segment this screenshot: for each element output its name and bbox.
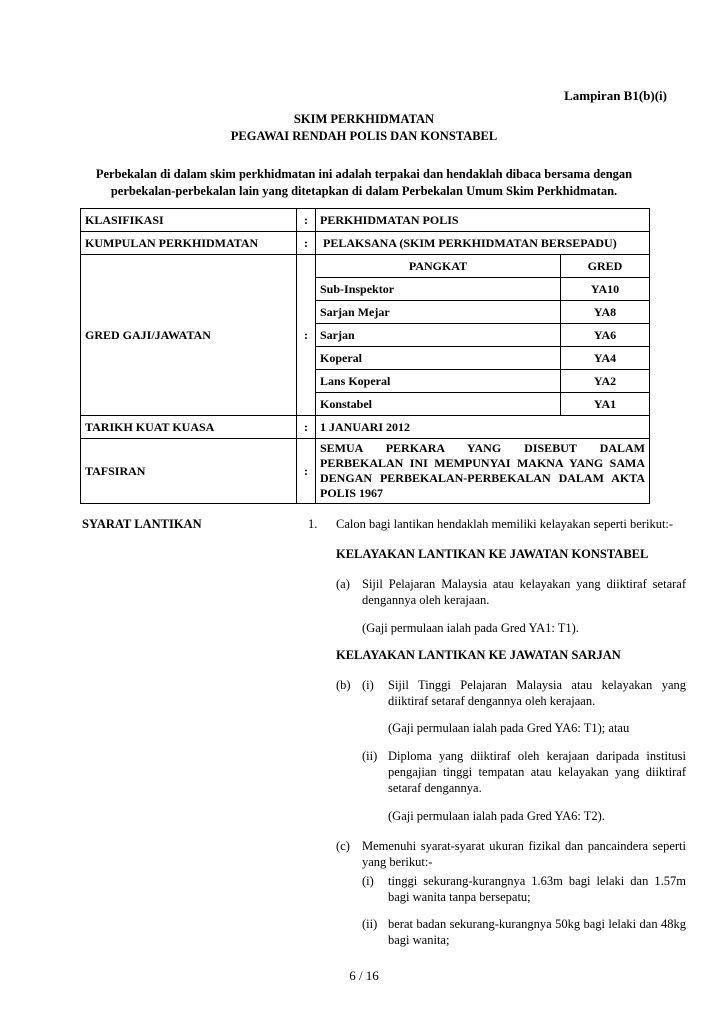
- intro-line1: Perbekalan di dalam skim perkhidmatan ini adalah terpakai dan hendaklah dibaca bersama dengan: [95, 167, 633, 181]
- doc-title-line2: PEGAWAI RENDAH POLIS DAN KONSTABEL: [230, 129, 498, 143]
- marker-b: (b): [336, 678, 351, 692]
- salary-note-b-i: (Gaji permulaan ialah pada Gred YA6: T1); atau: [388, 721, 630, 735]
- rank-name: Sarjan: [316, 324, 561, 347]
- heading-sarjan: KELAYAKAN LANTIKAN KE JAWATAN SARJAN: [336, 648, 621, 662]
- marker-b-ii: (ii): [362, 749, 378, 763]
- rank-row: [316, 370, 649, 393]
- qualification-b-i: Sijil Tinggi Pelajaran Malaysia atau kelayakan yang diiktiraf setaraf dengannya oleh kerajaan.: [388, 678, 686, 708]
- intro-line2: perbekalan-perbekalan lain yang ditetapkan di dalam Perbekalan Umum Skim Perkhidmatan.: [110, 184, 618, 198]
- rank-name: Sub-Inspektor: [316, 278, 561, 301]
- rank-table: [316, 255, 649, 415]
- row-tarikh: [81, 416, 650, 439]
- rank-header-row: [316, 255, 649, 278]
- marker-c: (c): [336, 839, 350, 853]
- requirement-c-ii: berat badan sekurang-kurangnya 50kg bagi lelaki dan 48kg bagi wanita;: [388, 917, 686, 947]
- pangkat-header: PANGKAT: [316, 255, 561, 278]
- rank-name: Sarjan Mejar: [316, 301, 561, 324]
- tafsiran-label: TAFSIRAN: [81, 439, 297, 504]
- klasifikasi-label: KLASIFIKASI: [81, 209, 297, 232]
- rank-name: Koperal: [316, 347, 561, 370]
- rank-row: [316, 278, 649, 301]
- tarikh-label: TARIKH KUAT KUASA: [81, 416, 297, 439]
- doc-title-line1: SKIM PERKHIDMATAN: [293, 112, 435, 126]
- qualification-a: Sijil Pelajaran Malaysia atau kelayakan yang diiktiraf setaraf dengannya oleh kerajaan.: [362, 577, 686, 607]
- colon: :: [297, 232, 316, 255]
- rank-name: Konstabel: [320, 396, 373, 411]
- rank-row: [316, 324, 649, 347]
- row-tafsiran: [81, 439, 650, 504]
- gred-header: GRED: [561, 255, 650, 278]
- kumpulan-label: KUMPULAN PERKHIDMATAN: [81, 232, 297, 255]
- marker-c-ii: (ii): [362, 917, 378, 931]
- syarat-intro: Calon bagi lantikan hendaklah memiliki kelayakan seperti berikut:-: [336, 517, 674, 531]
- row-klasifikasi: [81, 209, 650, 232]
- colon: :: [297, 416, 316, 439]
- rank-row: [316, 393, 649, 416]
- tafsiran-value: SEMUA PERKARA YANG DISEBUT DALAM PERBEKALAN INI MEMPUNYAI MAKNA YANG SAMA DENGAN PERBEKALAN-PERBEKALAN DALAM AKTA POLIS 1967: [316, 439, 650, 504]
- klasifikasi-value: PERKHIDMATAN POLIS: [316, 209, 650, 232]
- rank-grade: YA1: [561, 393, 650, 416]
- item-number: 1.: [308, 517, 318, 531]
- syarat-label: SYARAT LANTIKAN: [82, 517, 202, 531]
- rank-grade: YA2: [561, 370, 650, 393]
- row-gred: [81, 255, 650, 416]
- page-number: 6 / 16: [349, 968, 379, 983]
- salary-note-b-ii: (Gaji permulaan ialah pada Gred YA6: T2).: [388, 809, 605, 823]
- gred-label: GRED GAJI/JAWATAN: [81, 255, 297, 416]
- salary-note-a: (Gaji permulaan ialah pada Gred YA1: T1).: [362, 621, 579, 635]
- rank-name: Lans Koperal: [316, 370, 561, 393]
- colon: :: [297, 439, 316, 504]
- rank-row: [316, 347, 649, 370]
- appendix-label: Lampiran B1(b)(i): [564, 88, 667, 103]
- requirement-c-i: tinggi sekurang-kurangnya 1.63m bagi lelaki dan 1.57m bagi wanita tanpa bersepatu;: [388, 874, 686, 904]
- scheme-table: [80, 208, 650, 504]
- rank-grade: YA8: [561, 301, 650, 324]
- colon: :: [297, 255, 316, 416]
- rank-grade: YA6: [561, 324, 650, 347]
- marker-c-i: (i): [362, 874, 374, 888]
- colon: :: [297, 209, 316, 232]
- kumpulan-value: PELAKSANA (SKIM PERKHIDMATAN BERSEPADU): [316, 232, 650, 255]
- marker-b-i: (i): [362, 678, 374, 692]
- heading-konstabel: KELAYAKAN LANTIKAN KE JAWATAN KONSTABEL: [336, 547, 649, 561]
- rank-row: [316, 301, 649, 324]
- row-kumpulan: [81, 232, 650, 255]
- marker-a: (a): [336, 577, 350, 591]
- rank-grade: YA4: [561, 347, 650, 370]
- qualification-b-ii: Diploma yang diiktiraf oleh kerajaan daripada institusi pengajian tinggi tempatan atau kelayakan yang diiktiraf setaraf dengannya.: [388, 749, 686, 795]
- rank-grade: YA10: [561, 278, 650, 301]
- requirement-c: Memenuhi syarat-syarat ukuran fizikal dan pancaindera seperti yang berikut:-: [362, 839, 686, 869]
- tarikh-value: 1 JANUARI 2012: [316, 416, 650, 439]
